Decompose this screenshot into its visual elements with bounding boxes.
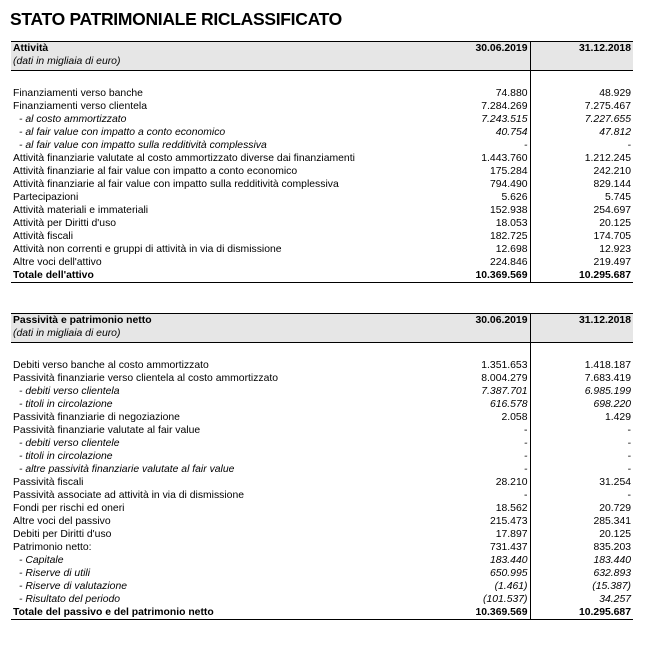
value-2018: - <box>627 451 631 462</box>
value-2018: 1.418.187 <box>584 360 631 371</box>
unit-row <box>11 327 633 343</box>
table-row <box>11 515 633 528</box>
value-2018: 47.812 <box>599 127 631 138</box>
row-label: Altre voci del passivo <box>13 516 111 527</box>
value-2018: - <box>627 438 631 449</box>
table-row <box>11 385 633 398</box>
row-label: Attività per Diritti d'uso <box>13 218 117 229</box>
table-row <box>11 450 633 463</box>
value-2018: 829.144 <box>593 179 631 190</box>
table-row <box>11 411 633 424</box>
row-label: Attività non correnti e gruppi di attività in via di dismissione <box>13 244 282 255</box>
total-row <box>11 269 633 283</box>
row-label: Passività finanziarie valutate al fair value <box>13 425 201 436</box>
row-label: - altre passività finanziarie valutate al fair value <box>19 464 235 475</box>
value-2019: 215.473 <box>413 515 530 528</box>
value-2019: - <box>413 437 530 450</box>
table-row <box>11 178 633 191</box>
value-2019: 17.897 <box>413 528 530 541</box>
value-2019: 2.058 <box>413 411 530 424</box>
row-label: Debiti per Diritti d'uso <box>13 529 112 540</box>
row-label: - titoli in circolazione <box>19 451 113 462</box>
value-2019: 1.443.760 <box>413 152 530 165</box>
value-2019: 731.437 <box>413 541 530 554</box>
value-2018: 20.125 <box>599 218 631 229</box>
value-2019: 5.626 <box>413 191 530 204</box>
table-row <box>11 372 633 385</box>
value-2019: 8.004.279 <box>413 372 530 385</box>
value-2018: 20.125 <box>599 529 631 540</box>
row-label: Attività materiali e immateriali <box>13 205 149 216</box>
row-label: Attività fiscali <box>13 231 74 242</box>
table-row <box>11 113 633 126</box>
value-2018: 48.929 <box>599 88 631 99</box>
table-row <box>11 87 633 100</box>
value-2019: - <box>413 450 530 463</box>
value-2018: 7.227.655 <box>584 114 631 125</box>
row-label: Altre voci dell'attivo <box>13 257 102 268</box>
value-2018: 10.295.687 <box>530 606 633 620</box>
table-row <box>11 256 633 269</box>
table-row <box>11 567 633 580</box>
table-row <box>11 541 633 554</box>
value-2019: 175.284 <box>413 165 530 178</box>
table-row <box>11 152 633 165</box>
value-2019: 794.490 <box>413 178 530 191</box>
column-date-1: 30.06.2019 <box>413 314 530 328</box>
row-label: - al costo ammortizzato <box>19 114 127 125</box>
row-label: Attività finanziarie valutate al costo ammortizzato diverse dai finanziamenti <box>13 153 355 164</box>
value-2018: 31.254 <box>599 477 631 488</box>
value-2019: 616.578 <box>413 398 530 411</box>
value-2019: 182.725 <box>413 230 530 243</box>
value-2018: 242.210 <box>593 166 631 177</box>
column-date-1: 30.06.2019 <box>413 42 530 56</box>
row-label: - Riserve di valutazione <box>19 581 127 592</box>
table-row <box>11 139 633 152</box>
row-label: Debiti verso banche al costo ammortizzato <box>13 360 209 371</box>
value-2019: 28.210 <box>413 476 530 489</box>
assets-table <box>11 41 633 283</box>
row-label: Totale dell'attivo <box>11 269 413 283</box>
value-2018: - <box>627 140 631 151</box>
row-label: Passività fiscali <box>13 477 84 488</box>
row-label: - debiti verso clientele <box>19 438 120 449</box>
row-label: - al fair value con impatto a conto economico <box>19 127 226 138</box>
row-label: - titoli in circolazione <box>19 399 113 410</box>
value-2018: - <box>627 425 631 436</box>
value-2018: 285.341 <box>593 516 631 527</box>
unit-note: (dati in migliaia di euro) <box>11 55 413 71</box>
table-row <box>11 463 633 476</box>
value-2018: 7.683.419 <box>584 373 631 384</box>
table-row <box>11 100 633 113</box>
row-label: Finanziamenti verso clientela <box>13 101 147 112</box>
value-2018: 5.745 <box>604 192 631 203</box>
row-label: - Risultato del periodo <box>19 594 121 605</box>
table-row <box>11 191 633 204</box>
table-row <box>11 359 633 372</box>
section-header: Passività e patrimonio netto <box>11 314 413 328</box>
section-header: Attività <box>11 42 413 56</box>
value-2018: 34.257 <box>599 594 631 605</box>
value-2019: - <box>413 424 530 437</box>
table-header-row <box>11 42 633 56</box>
value-2019: - <box>413 463 530 476</box>
table-row <box>11 230 633 243</box>
column-date-2: 31.12.2018 <box>530 42 633 56</box>
table-row <box>11 502 633 515</box>
value-2019: 40.754 <box>413 126 530 139</box>
unit-row <box>11 55 633 71</box>
table-row <box>11 424 633 437</box>
value-2018: 219.497 <box>593 257 631 268</box>
value-2018: 1.429 <box>604 412 631 423</box>
value-2019: (101.537) <box>413 593 530 606</box>
row-label: Patrimonio netto: <box>13 542 92 553</box>
liabilities-table <box>11 313 633 620</box>
value-2018: 6.985.199 <box>584 386 631 397</box>
value-2019: 18.053 <box>413 217 530 230</box>
table-row <box>11 398 633 411</box>
table-header-row <box>11 314 633 328</box>
table-row <box>11 528 633 541</box>
row-label: Attività finanziarie al fair value con impatto sulla redditività complessiva <box>13 179 339 190</box>
value-2019: - <box>413 139 530 152</box>
row-label: Finanziamenti verso banche <box>13 88 143 99</box>
value-2019: 1.351.653 <box>413 359 530 372</box>
value-2019: 152.938 <box>413 204 530 217</box>
value-2018: 254.697 <box>593 205 631 216</box>
value-2018: (15.387) <box>592 581 631 592</box>
table-row <box>11 243 633 256</box>
table-row <box>11 126 633 139</box>
table-row <box>11 554 633 567</box>
page-title: STATO PATRIMONIALE RICLASSIFICATO <box>10 9 342 29</box>
row-label: Totale del passivo e del patrimonio netto <box>11 606 413 620</box>
value-2019: 10.369.569 <box>413 606 530 620</box>
unit-note: (dati in migliaia di euro) <box>11 327 413 343</box>
value-2018: 1.212.245 <box>584 153 631 164</box>
column-date-2: 31.12.2018 <box>530 314 633 328</box>
value-2019: 12.698 <box>413 243 530 256</box>
value-2019: 7.284.269 <box>413 100 530 113</box>
table-row <box>11 217 633 230</box>
value-2019: 224.846 <box>413 256 530 269</box>
table-row <box>11 580 633 593</box>
value-2018: 7.275.467 <box>584 101 631 112</box>
table-row <box>11 489 633 502</box>
table-row <box>11 165 633 178</box>
row-label: Passività finanziarie verso clientela al costo ammortizzato <box>13 373 279 384</box>
table-row <box>11 593 633 606</box>
row-label: Partecipazioni <box>13 192 79 203</box>
table-row <box>11 476 633 489</box>
row-label: Attività finanziarie al fair value con impatto a conto economico <box>13 166 298 177</box>
value-2018: - <box>627 490 631 501</box>
row-label: - Riserve di utili <box>19 568 91 579</box>
value-2019: 650.995 <box>413 567 530 580</box>
value-2019: 183.440 <box>413 554 530 567</box>
value-2019: 10.369.569 <box>413 269 530 283</box>
value-2019: 7.387.701 <box>413 385 530 398</box>
value-2019: - <box>413 489 530 502</box>
value-2019: 74.880 <box>413 87 530 100</box>
value-2018: 698.220 <box>593 399 631 410</box>
row-label: - al fair value con impatto sulla redditività complessiva <box>19 140 267 151</box>
value-2018: 174.705 <box>593 231 631 242</box>
total-row <box>11 606 633 620</box>
value-2019: 7.243.515 <box>413 113 530 126</box>
value-2019: 18.562 <box>413 502 530 515</box>
row-label: Passività associate ad attività in via di dismissione <box>13 490 245 501</box>
row-label: - Capitale <box>19 555 64 566</box>
spacer-row <box>11 343 633 360</box>
value-2018: 183.440 <box>593 555 631 566</box>
row-label: - debiti verso clientela <box>19 386 120 397</box>
row-label: Fondi per rischi ed oneri <box>13 503 125 514</box>
row-label: Passività finanziarie di negoziazione <box>13 412 180 423</box>
value-2018: - <box>627 464 631 475</box>
value-2018: 12.923 <box>599 244 631 255</box>
value-2018: 10.295.687 <box>530 269 633 283</box>
value-2018: 20.729 <box>599 503 631 514</box>
table-row <box>11 204 633 217</box>
table-row <box>11 437 633 450</box>
value-2018: 632.893 <box>593 568 631 579</box>
spacer-row <box>11 71 633 88</box>
value-2018: 835.203 <box>593 542 631 553</box>
value-2019: (1.461) <box>413 580 530 593</box>
